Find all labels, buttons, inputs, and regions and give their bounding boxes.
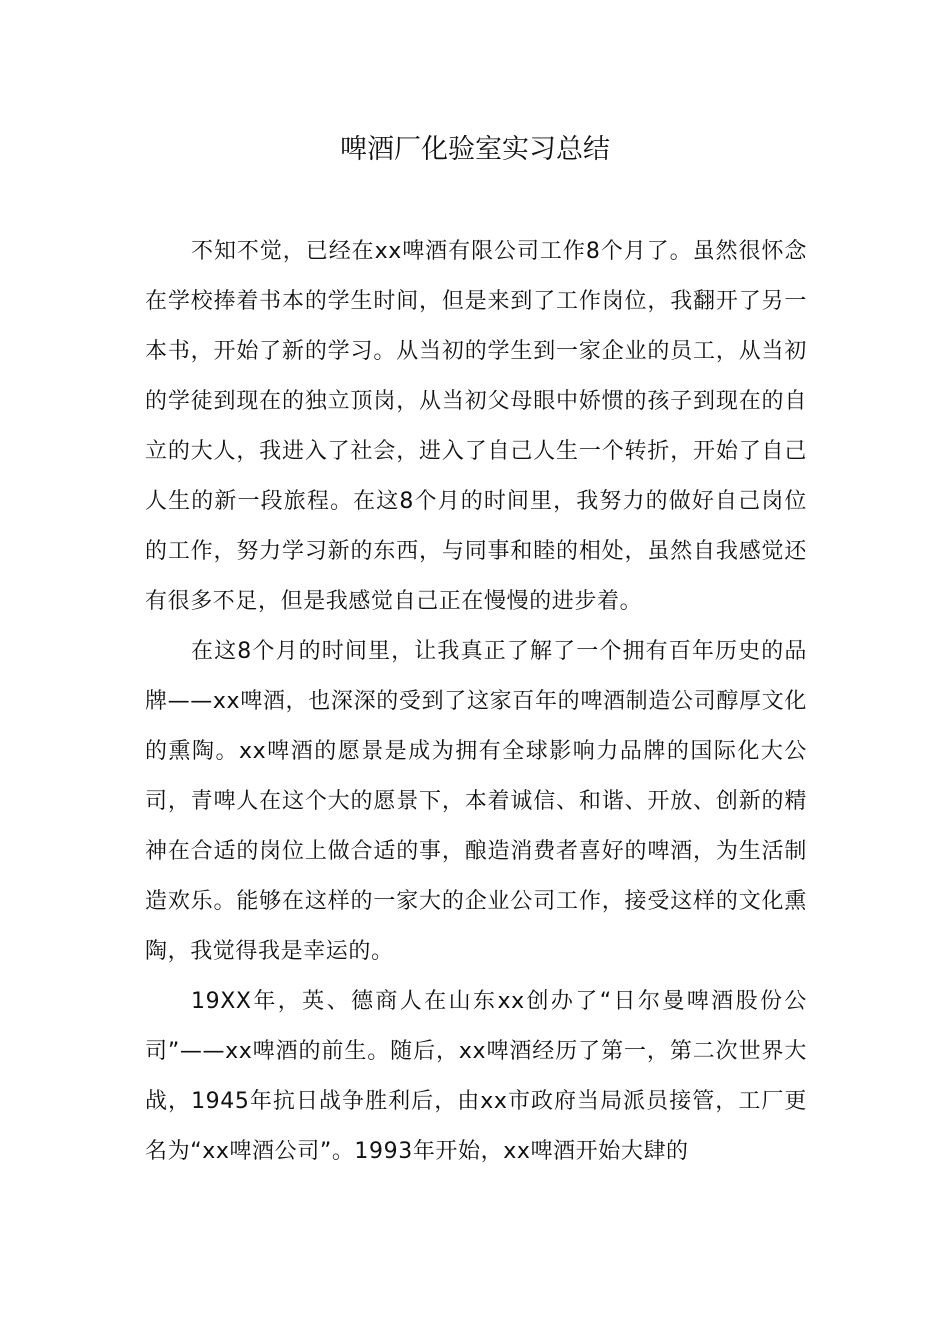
paragraph-1: 不知不觉，已经在xx啤酒有限公司工作8个月了。虽然很怀念在学校捧着书本的学生时间，但是来到了工作岗位，我翻开了另一本书，开始了新的学习。从当初的学生到一家企业的员工，从当初的学徒到现在的独立顶岗，从当初父母眼中娇惯的孩子到现在的自立的大人，我进入了社会，进入了自己人生一个转折，开始了自己人生的新一段旅程。在这8个月的时间里，我努力的做好自己岗位的工作，努力学习新的东西，与同事和睦的相处，虽然自我感觉还有很多不足，但是我感觉自己正在慢慢的进步着。 xyxy=(145,239,807,614)
document-body xyxy=(145,227,807,1177)
paragraph-3: 19XX年，英、德商人在山东xx创办了“日尔曼啤酒股份公司”——xx啤酒的前生。随后，xx啤酒经历了第一，第二次世界大战，1945年抗日战争胜利后，由xx市政府当局派员接管，工厂更名为“xx啤酒公司”。1993年开始，xx啤酒开始大肆的 xyxy=(145,989,807,1164)
document-title: 啤酒厂化验室实习总结 xyxy=(340,134,610,165)
paragraph-2: 在这8个月的时间里，让我真正了解了一个拥有百年历史的品牌——xx啤酒，也深深的受到了这家百年的啤酒制造公司醇厚文化的熏陶。xx啤酒的愿景是成为拥有全球影响力品牌的国际化大公司，青啤人在这个大的愿景下，本着诚信、和谐、开放、创新的精神在合适的岗位上做合适的事，酿造消费者喜好的啤酒，为生活制造欢乐。能够在这样的一家大的企业公司工作，接受这样的文化熏陶，我觉得我是幸运的。 xyxy=(145,639,807,964)
